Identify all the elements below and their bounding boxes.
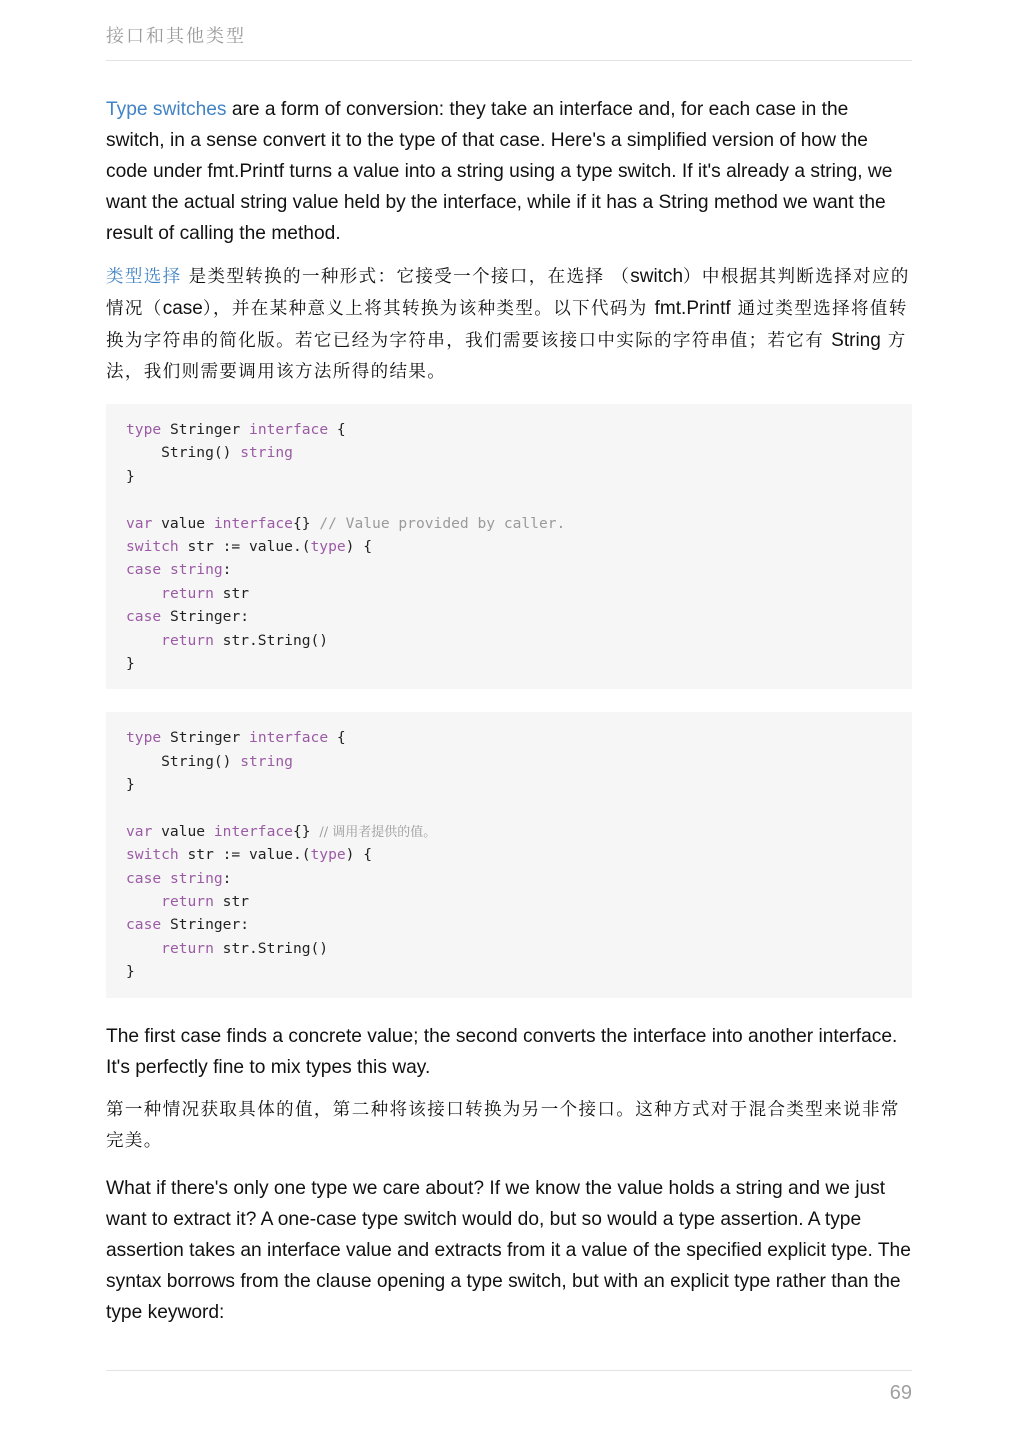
paragraph-text: are a form of conversion: they take an interface and, for each case in the switch, in a sense convert it to the type of that case. Here's a simplified version of how the code under fmt.Printf turns a value into a string using a type switch. If it's already a string, we want the actual string value held by the interface, while if it has a String method we want the result of calling the method. bbox=[106, 99, 893, 244]
paragraph-mix-types-zh: 第一种情况获取具体的值，第二种将该接口转换为另一个接口。这种方式对于混合类型来说非常完美。 bbox=[106, 1099, 900, 1151]
code-line: return str.String() bbox=[161, 939, 329, 957]
code-line: } bbox=[126, 963, 135, 981]
code-comment: // Value provided by caller. bbox=[319, 514, 566, 532]
code-line: var value interface{} // 调用者提供的值。 bbox=[126, 822, 437, 840]
footer-divider bbox=[106, 1370, 912, 1371]
paragraph-mix-types-en: The first case finds a concrete value; the second converts the interface into another interface. It's perfectly fine to mix types this way. bbox=[106, 1025, 898, 1078]
paragraph-text: 是类型转换的一种形式：它接受一个接口，在选择 （ bbox=[181, 267, 631, 287]
code-line: } bbox=[126, 467, 135, 485]
code-line: String() string bbox=[126, 444, 293, 462]
code-line: case Stringer: bbox=[126, 916, 250, 934]
code-line-blank bbox=[126, 488, 892, 511]
code-comment: // 调用者提供的值。 bbox=[319, 824, 437, 840]
code-block-english bbox=[106, 404, 912, 689]
type-switches-link[interactable]: Type switches bbox=[106, 99, 227, 120]
page-header: 接口和其他类型 bbox=[106, 26, 246, 47]
paragraph-text: 通过类型选择将值转换为字符串的简化版。若它已经为字符串，我们需要该接口中实际的字符串值；若它有 bbox=[106, 299, 908, 351]
paragraph-type-switches-en bbox=[106, 94, 912, 249]
paragraph-text: 方法，我们则需要调用该方法所得的结果。 bbox=[106, 331, 907, 382]
header-divider bbox=[106, 60, 912, 61]
code-line: return str.String() bbox=[161, 631, 329, 649]
code-line: type Stringer interface { bbox=[126, 729, 346, 747]
code-line: String() string bbox=[126, 752, 293, 770]
code-line: case string: bbox=[126, 869, 232, 887]
inline-term-case: case bbox=[162, 298, 203, 319]
code-line-blank bbox=[126, 796, 892, 819]
paragraph-text: ）中根据其判断选择对应的情况（ bbox=[106, 267, 910, 319]
inline-term-fmt-printf: fmt.Printf bbox=[654, 298, 731, 319]
code-line: case string: bbox=[126, 561, 232, 579]
code-line: switch str := value.(type) { bbox=[126, 846, 373, 864]
code-line: } bbox=[126, 776, 135, 794]
inline-term-string: String bbox=[831, 330, 881, 351]
code-line: } bbox=[126, 654, 135, 672]
code-line: type Stringer interface { bbox=[126, 421, 346, 438]
paragraph-text: ），并在某种意义上将其转换为该种类型。以下代码为 bbox=[202, 299, 655, 319]
page-content bbox=[106, 94, 912, 1340]
inline-term-switch: switch bbox=[630, 266, 684, 287]
paragraph-type-switches-zh bbox=[106, 261, 912, 388]
code-line: case Stringer: bbox=[126, 608, 250, 626]
paragraph-type-assertion-en: What if there's only one type we care about? If we know the value holds a string and we just want to extract it? A one-case type switch would do, but so would a type assertion. A type assertion takes an interface value and extracts from it a value of the specified explicit type. The syntax borrows from the clause opening a type switch, but with an explicit type rather than the type keyword: bbox=[106, 1177, 911, 1323]
type-switches-link-zh[interactable]: 类型选择 bbox=[106, 267, 182, 287]
code-line: return str bbox=[161, 893, 250, 911]
code-line: return str bbox=[161, 584, 250, 602]
code-block-chinese bbox=[106, 712, 912, 997]
page-number: 69 bbox=[889, 1382, 912, 1404]
code-line: var value interface{} // Value provided by caller. bbox=[126, 514, 566, 532]
code-line: switch str := value.(type) { bbox=[126, 537, 373, 555]
